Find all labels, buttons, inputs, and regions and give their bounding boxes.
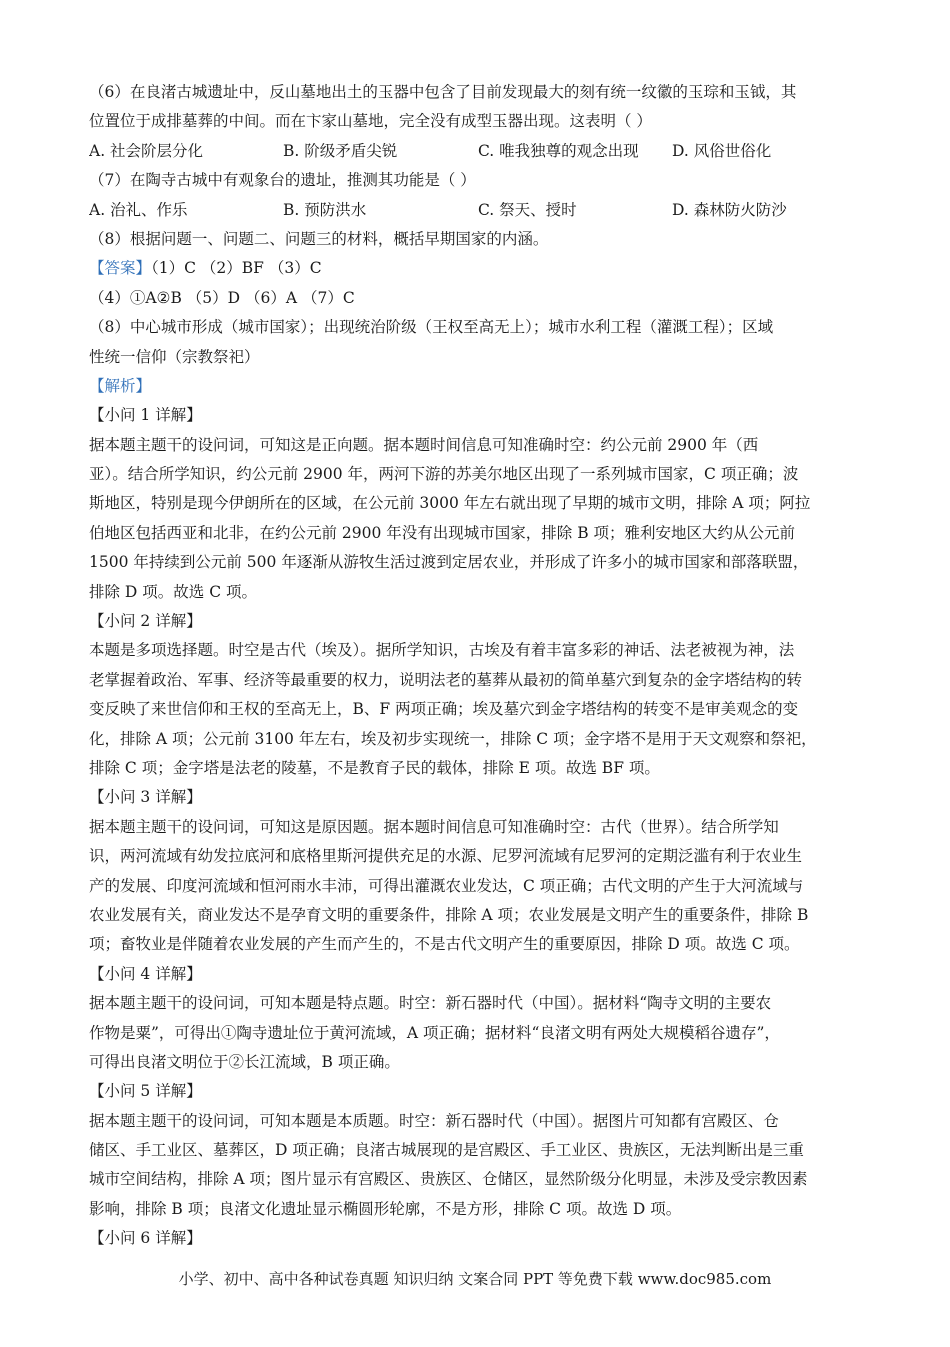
q8-stem: （8）根据问题一、问题二、问题三的材料，概括早期国家的内涵。: [89, 229, 549, 248]
section-3-line-5: 项；畜牧业是伴随着农业发展的产生而产生的，不是古代文明产生的重要原因，排除 D 项。故选 C 项。: [89, 935, 800, 954]
q6-option-d: D. 风俗世俗化: [672, 141, 772, 160]
section-2-line-5: 排除 C 项；金字塔是法老的陵墓，不是教育子民的载体，排除 E 项。故选 BF 项。: [89, 758, 660, 777]
answer-line-4: 性统一信仰（宗教祭祀）: [89, 347, 260, 366]
section-1-line-6: 排除 D 项。故选 C 项。: [89, 582, 257, 601]
section-3-line-2: 识，两河流域有幼发拉底河和底格里斯河提供充足的水源、尼罗河流域有尼罗河的定期泛滥有利于农业生: [89, 847, 803, 866]
answer-line-3: （8）中心城市形成（城市国家）；出现统治阶级（王权至高无上）；城市水利工程（灌溉工程）；区域: [89, 318, 774, 337]
q7-options: [89, 196, 861, 225]
section-3-line-1: 据本题主题干的设问词，可知这是原因题。据本题时间信息可知准确时空：古代（世界）。结合所学知: [89, 817, 779, 836]
document-body: [89, 78, 861, 1254]
section-title-2: 【小问 2 详解】: [89, 612, 202, 631]
section-title-6: 【小问 6 详解】: [89, 1229, 202, 1248]
section-1-line-3: 斯地区，特别是现今伊朗所在的区域，在公元前 3000 年左右就出现了早期的城市文明，排除 A 项；阿拉: [89, 494, 811, 513]
q7-option-a: A. 治礼、作乐: [89, 200, 188, 219]
section-title-3: 【小问 3 详解】: [89, 788, 202, 807]
section-5-line-1: 据本题主题干的设问词，可知本题是本质题。时空：新石器时代（中国）。据图片可知都有宫殿区、仓: [89, 1111, 779, 1130]
section-4-line-1: 据本题主题干的设问词，可知本题是特点题。时空：新石器时代（中国）。据材料“陶寺文明的主要农: [89, 994, 772, 1013]
q6-options: [89, 137, 861, 166]
analysis-label: 【解析】: [89, 376, 152, 395]
section-4-line-3: 可得出良渚文明位于②长江流域，B 项正确。: [89, 1052, 400, 1071]
section-5-line-2: 储区、手工业区、墓葬区，D 项正确；良渚古城展现的是宫殿区、手工业区、贵族区，无法判断出是三重: [89, 1141, 804, 1160]
section-1-line-5: 1500 年持续到公元前 500 年逐渐从游牧生活过渡到定居农业，并形成了许多小的城市国家和部落联盟，: [89, 553, 809, 572]
q7-stem: （7）在陶寺古城中有观象台的遗址，推测其功能是（ ）: [89, 171, 476, 190]
q6-option-a: A. 社会阶层分化: [89, 141, 204, 160]
section-title-1: 【小问 1 详解】: [89, 406, 202, 425]
q7-option-c: C. 祭天、授时: [478, 200, 577, 219]
section-2-line-3: 变反映了来世信仰和王权的至高无上，B、F 两项正确；埃及墓穴到金字塔结构的转变不是审美观念的变: [89, 700, 799, 719]
section-4-line-2: 作物是粟”，可得出①陶寺遗址位于黄河流域，A 项正确；据材料“良渚文明有两处大规模稻谷遗存”，: [89, 1023, 780, 1042]
section-title-4: 【小问 4 详解】: [89, 964, 202, 983]
q6-stem-line-1: （6）在良渚古城遗址中，反山墓地出土的玉器中包含了目前发现最大的刻有统一纹徽的玉琮和玉钺，其: [89, 83, 797, 101]
answer-line-1: [89, 254, 861, 283]
section-1-line-4: 伯地区包括西亚和北非，在约公元前 2900 年没有出现城市国家，排除 B 项；雅利安地区大约从公元前: [89, 523, 796, 542]
section-5-line-3: 城市空间结构，排除 A 项；图片显示有宫殿区、贵族区、仓储区，显然阶级分化明显，未涉及受宗教因素: [89, 1170, 808, 1189]
section-3-line-4: 农业发展有关，商业发达不是孕育文明的重要条件，排除 A 项；农业发展是文明产生的重要条件，排除 B: [89, 905, 809, 924]
section-title-5: 【小问 5 详解】: [89, 1082, 202, 1101]
section-2-line-2: 老掌握着政治、军事、经济等最重要的权力，说明法老的墓葬从最初的简单墓穴到复杂的金字塔结构的转: [89, 670, 803, 689]
answer-text-1: （1）C （2）BF （3）C: [151, 259, 322, 278]
section-2-line-4: 化，排除 A 项；公元前 3100 年左右，埃及初步实现统一，排除 C 项；金字塔不是用于天文观察和祭祀，: [89, 729, 817, 748]
section-1-line-2: 亚）。结合所学知识，约公元前 2900 年，两河下游的苏美尔地区出现了一系列城市国家，C 项正确；波: [89, 465, 799, 484]
q6-option-c: C. 唯我独尊的观念出现: [478, 141, 639, 160]
page-footer: 小学、初中、高中各种试卷真题 知识归纳 文案合同 PPT 等免费下载 www.doc985.com: [178, 1270, 772, 1288]
q6-option-b: B. 阶级矛盾尖锐: [283, 141, 398, 160]
q6-stem-line-2: 位置位于成排墓葬的中间。而在卞家山墓地，完全没有成型玉器出现。这表明（ ）: [89, 112, 652, 131]
answer-label: 【答案】: [89, 259, 152, 278]
section-2-line-1: 本题是多项选择题。时空是古代（埃及）。据所学知识，古埃及有着丰富多彩的神话、法老被视为神，法: [89, 641, 795, 660]
q7-option-d: D. 森林防火防沙: [672, 200, 787, 219]
section-1-line-1: 据本题主题干的设问词，可知这是正向题。据本题时间信息可知准确时空：约公元前 2900 年（西: [89, 435, 759, 454]
q7-option-b: B. 预防洪水: [283, 200, 367, 219]
answer-line-2: （4）①A②B （5）D （6）A （7）C: [89, 288, 355, 307]
section-5-line-4: 影响，排除 B 项；良渚文化遗址显示椭圆形轮廓，不是方形，排除 C 项。故选 D 项。: [89, 1199, 682, 1218]
section-3-line-3: 产的发展、印度河流域和恒河雨水丰沛，可得出灌溉农业发达，C 项正确；古代文明的产生于大河流域与: [89, 876, 804, 895]
